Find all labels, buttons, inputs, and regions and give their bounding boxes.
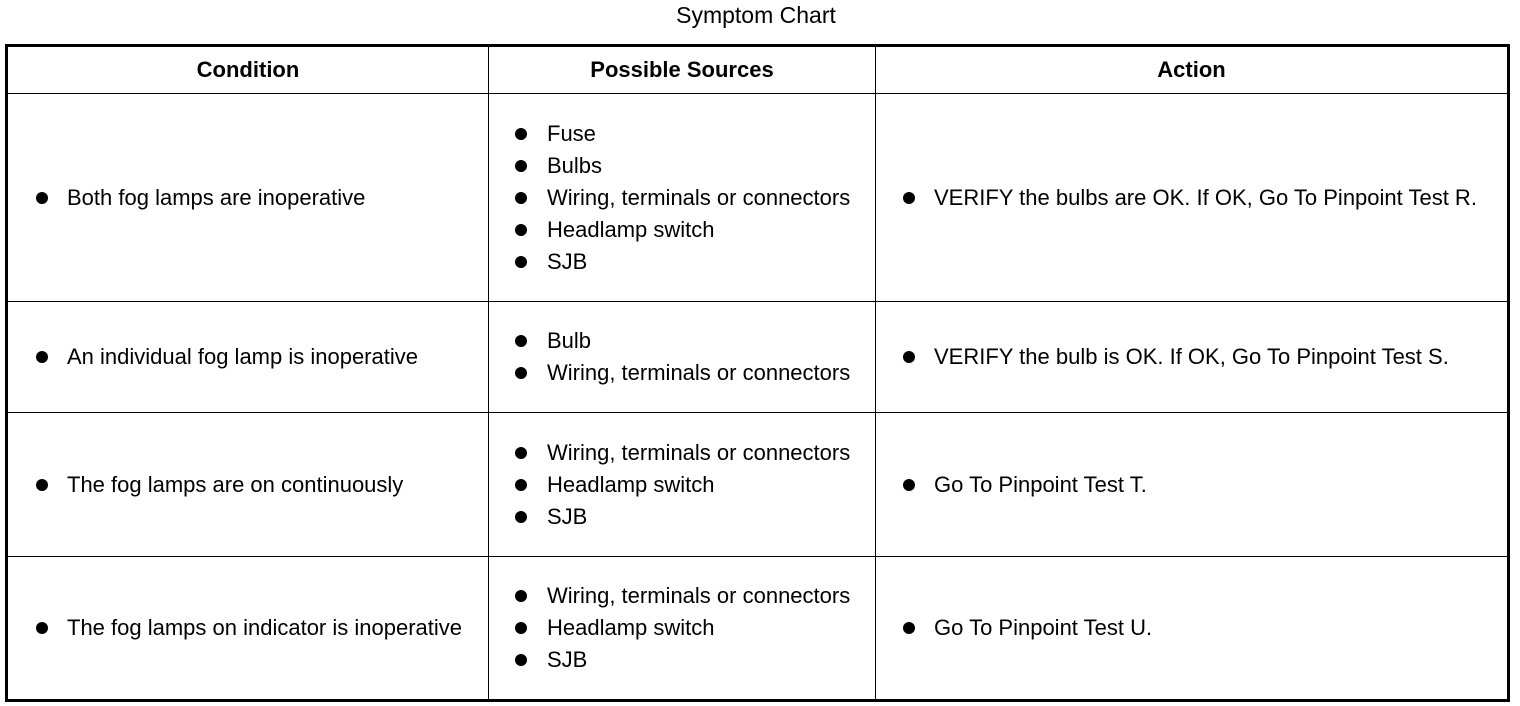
list-item [876, 183, 1507, 213]
condition-cell [7, 413, 489, 557]
bullet-icon [515, 224, 527, 236]
list-item [489, 119, 875, 149]
table-row [7, 302, 1509, 413]
sources-cell [489, 302, 876, 413]
header-possible-sources: Possible Sources [489, 46, 876, 94]
bullet-icon [515, 590, 527, 602]
source-text: Wiring, terminals or connectors [547, 583, 851, 608]
action-cell [876, 94, 1509, 302]
condition-text: The fog lamps are on continuously [67, 471, 404, 497]
bullet-icon [515, 511, 527, 523]
action-text: Go To Pinpoint Test T. [934, 471, 1147, 497]
list-item [8, 613, 488, 643]
bullet-icon [515, 128, 527, 140]
bullet-icon [903, 622, 915, 634]
list-item [489, 438, 875, 468]
bullet-icon [515, 622, 527, 634]
source-text: SJB [547, 503, 588, 529]
list-item [489, 247, 875, 277]
list-item [876, 470, 1507, 500]
action-text: VERIFY the bulbs are OK. If OK, Go To Pinpoint Test R. [934, 184, 1477, 210]
list-item [489, 183, 875, 213]
bullet-icon [36, 192, 48, 204]
action-cell [876, 302, 1509, 413]
condition-text: Both fog lamps are inoperative [67, 184, 366, 210]
source-text: Bulbs [547, 152, 603, 178]
action-text: Go To Pinpoint Test U. [934, 615, 1153, 640]
condition-cell [7, 302, 489, 413]
symptom-table [5, 44, 1510, 702]
source-text: Wiring, terminals or connectors [547, 184, 851, 210]
header-condition: Condition [7, 46, 489, 94]
source-text: Bulb [547, 328, 592, 353]
bullet-icon [36, 479, 48, 491]
list-item [8, 342, 488, 372]
bullet-icon [903, 351, 915, 363]
bullet-icon [515, 256, 527, 268]
list-item [489, 581, 875, 611]
table-row [7, 94, 1509, 302]
table-row [7, 413, 1509, 557]
sources-cell [489, 557, 876, 701]
list-item [8, 470, 488, 500]
list-item [489, 613, 875, 643]
header-row [7, 46, 1509, 94]
source-text: Headlamp switch [547, 216, 715, 242]
bullet-icon [515, 335, 527, 347]
list-item [8, 183, 488, 213]
bullet-icon [515, 160, 527, 172]
source-text: Wiring, terminals or connectors [547, 439, 851, 465]
list-item [489, 215, 875, 245]
action-cell [876, 413, 1509, 557]
list-item [489, 502, 875, 532]
source-text: Wiring, terminals or connectors [547, 360, 851, 385]
list-item [489, 326, 875, 356]
condition-cell [7, 94, 489, 302]
bullet-icon [903, 192, 915, 204]
bullet-icon [515, 447, 527, 459]
table-row [7, 557, 1509, 701]
bullet-icon [515, 654, 527, 666]
bullet-icon [515, 192, 527, 204]
bullet-icon [36, 622, 48, 634]
list-item [489, 151, 875, 181]
source-text: SJB [547, 248, 588, 274]
bullet-icon [36, 351, 48, 363]
action-cell [876, 557, 1509, 701]
source-text: Headlamp switch [547, 471, 715, 497]
condition-cell [7, 557, 489, 701]
list-item [876, 342, 1507, 372]
list-item [876, 613, 1507, 643]
condition-text: The fog lamps on indicator is inoperative [67, 615, 462, 640]
bullet-icon [903, 479, 915, 491]
bullet-icon [515, 479, 527, 491]
action-text: VERIFY the bulb is OK. If OK, Go To Pinpoint Test S. [934, 344, 1449, 369]
bullet-icon [515, 367, 527, 379]
condition-text: An individual fog lamp is inoperative [67, 344, 418, 369]
source-text: Headlamp switch [547, 615, 715, 640]
sources-cell [489, 413, 876, 557]
list-item [489, 645, 875, 675]
list-item [489, 358, 875, 388]
chart-title: Symptom Chart [676, 2, 836, 28]
source-text: Fuse [547, 120, 596, 146]
list-item [489, 470, 875, 500]
source-text: SJB [547, 647, 588, 672]
sources-cell [489, 94, 876, 302]
header-action: Action [876, 46, 1509, 94]
